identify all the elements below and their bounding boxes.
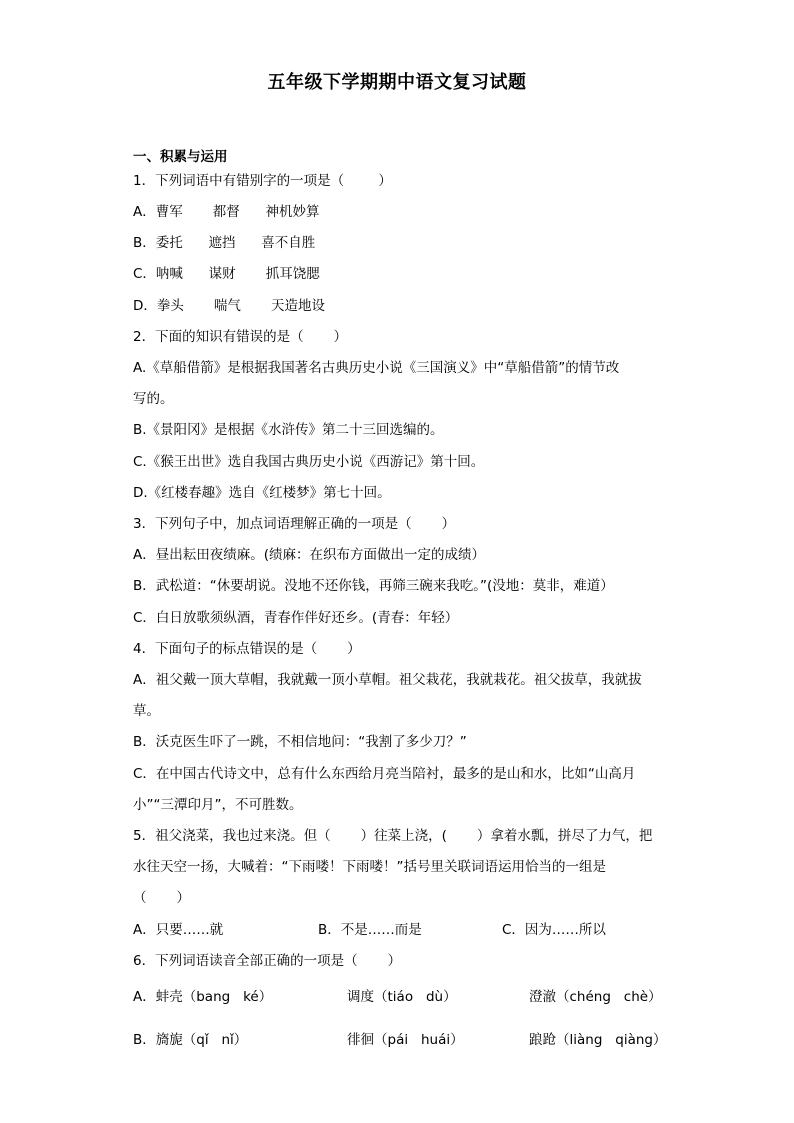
question-2-option-d: D.《红楼春趣》选自《红楼梦》第七十回。 [133,485,391,501]
question-4-option-c: C．在中国古代诗文中，总有什么东西给月亮当陪衬，最多的是山和水，比如“山高月 [133,766,636,782]
question-1-option-d: D．拳头 喘气 天造地设 [133,298,325,314]
page-title: 五年级下学期期中语文复习试题 [267,72,527,93]
question-4-option-c-cont: 小”“三潭印月”，不可胜数。 [133,797,303,813]
question-6-stem: 6．下列词语读音全部正确的一项是（ ） [133,953,402,969]
question-4-stem: 4．下面句子的标点错误的是（ ） [133,641,361,657]
question-3-option-b: B．武松道：“休要胡说。没地不还你钱，再筛三碗来我吃。”(没地：莫非，难道） [133,578,614,594]
question-2-option-a-cont: 写的。 [133,391,174,407]
question-6-option-a-word3: 澄澈（chéng chè） [529,989,662,1005]
question-2-option-a: A.《草船借箭》是根据我国著名古典历史小说《三国演义》中“草船借箭”的情节改 [133,360,620,376]
question-4-option-a: A．祖父戴一顶大草帽，我就戴一顶小草帽。祖父栽花，我就栽花。祖父拔草，我就拔 [133,672,642,688]
question-6-option-b-word3: 踉跄（liàng qiàng） [529,1032,667,1048]
question-3-option-c: C．白日放歌须纵酒，青春作伴好还乡。(青春：年轻） [133,610,459,626]
question-3-option-a: A．昼出耘田夜绩麻。(绩麻：在织布方面做出一定的成绩） [133,547,486,563]
question-1-stem: 1．下列词语中有错别字的一项是（ ） [133,173,392,189]
question-6-option-b-word1: B．旖旎（qǐ nǐ） [133,1032,248,1048]
question-1-option-b: B．委托 遮挡 喜不自胜 [133,235,316,251]
section-heading: 一、积累与运用 [133,149,228,165]
question-2-stem: 2．下面的知识有错误的是（ ） [133,329,348,345]
question-6-option-a-word1: A．蚌壳（bang ké） [133,989,273,1005]
question-2-option-b: B.《景阳冈》是根据《水浒传》第二十三回选编的。 [133,422,444,438]
question-5-stem: 5．祖父浇菜，我也过来浇。但（ ）往菜上浇，( ）拿着水瓢，拼尽了力气，把 [133,828,653,844]
question-5-answer-blank: （ ） [133,890,191,906]
question-2-option-c: C.《猴王出世》选自我国古典历史小说《西游记》第十回。 [133,454,485,470]
question-5-option-a: A．只要……就 [133,922,224,938]
question-1-option-a: A．曹军 都督 神机妙算 [133,204,320,220]
question-6-option-b-word2: 徘徊（pái huái） [347,1032,464,1048]
question-5-stem-cont: 水往天空一扬，大喊着：“下雨喽！下雨喽！”括号里关联词语运用恰当的一组是 [133,859,606,875]
question-3-stem: 3．下列句子中，加点词语理解正确的一项是（ ） [133,516,456,532]
question-5-option-b: B．不是……而是 [318,922,422,938]
question-4-option-a-cont: 草。 [133,703,160,719]
question-6-option-a-word2: 调度（tiáo dù） [347,989,457,1005]
question-4-option-b: B．沃克医生吓了一跳，不相信地问：“我割了多少刀？” [133,734,467,750]
question-1-option-c: C．呐喊 谋财 抓耳饶腮 [133,266,320,282]
question-5-option-c: C．因为……所以 [502,922,606,938]
